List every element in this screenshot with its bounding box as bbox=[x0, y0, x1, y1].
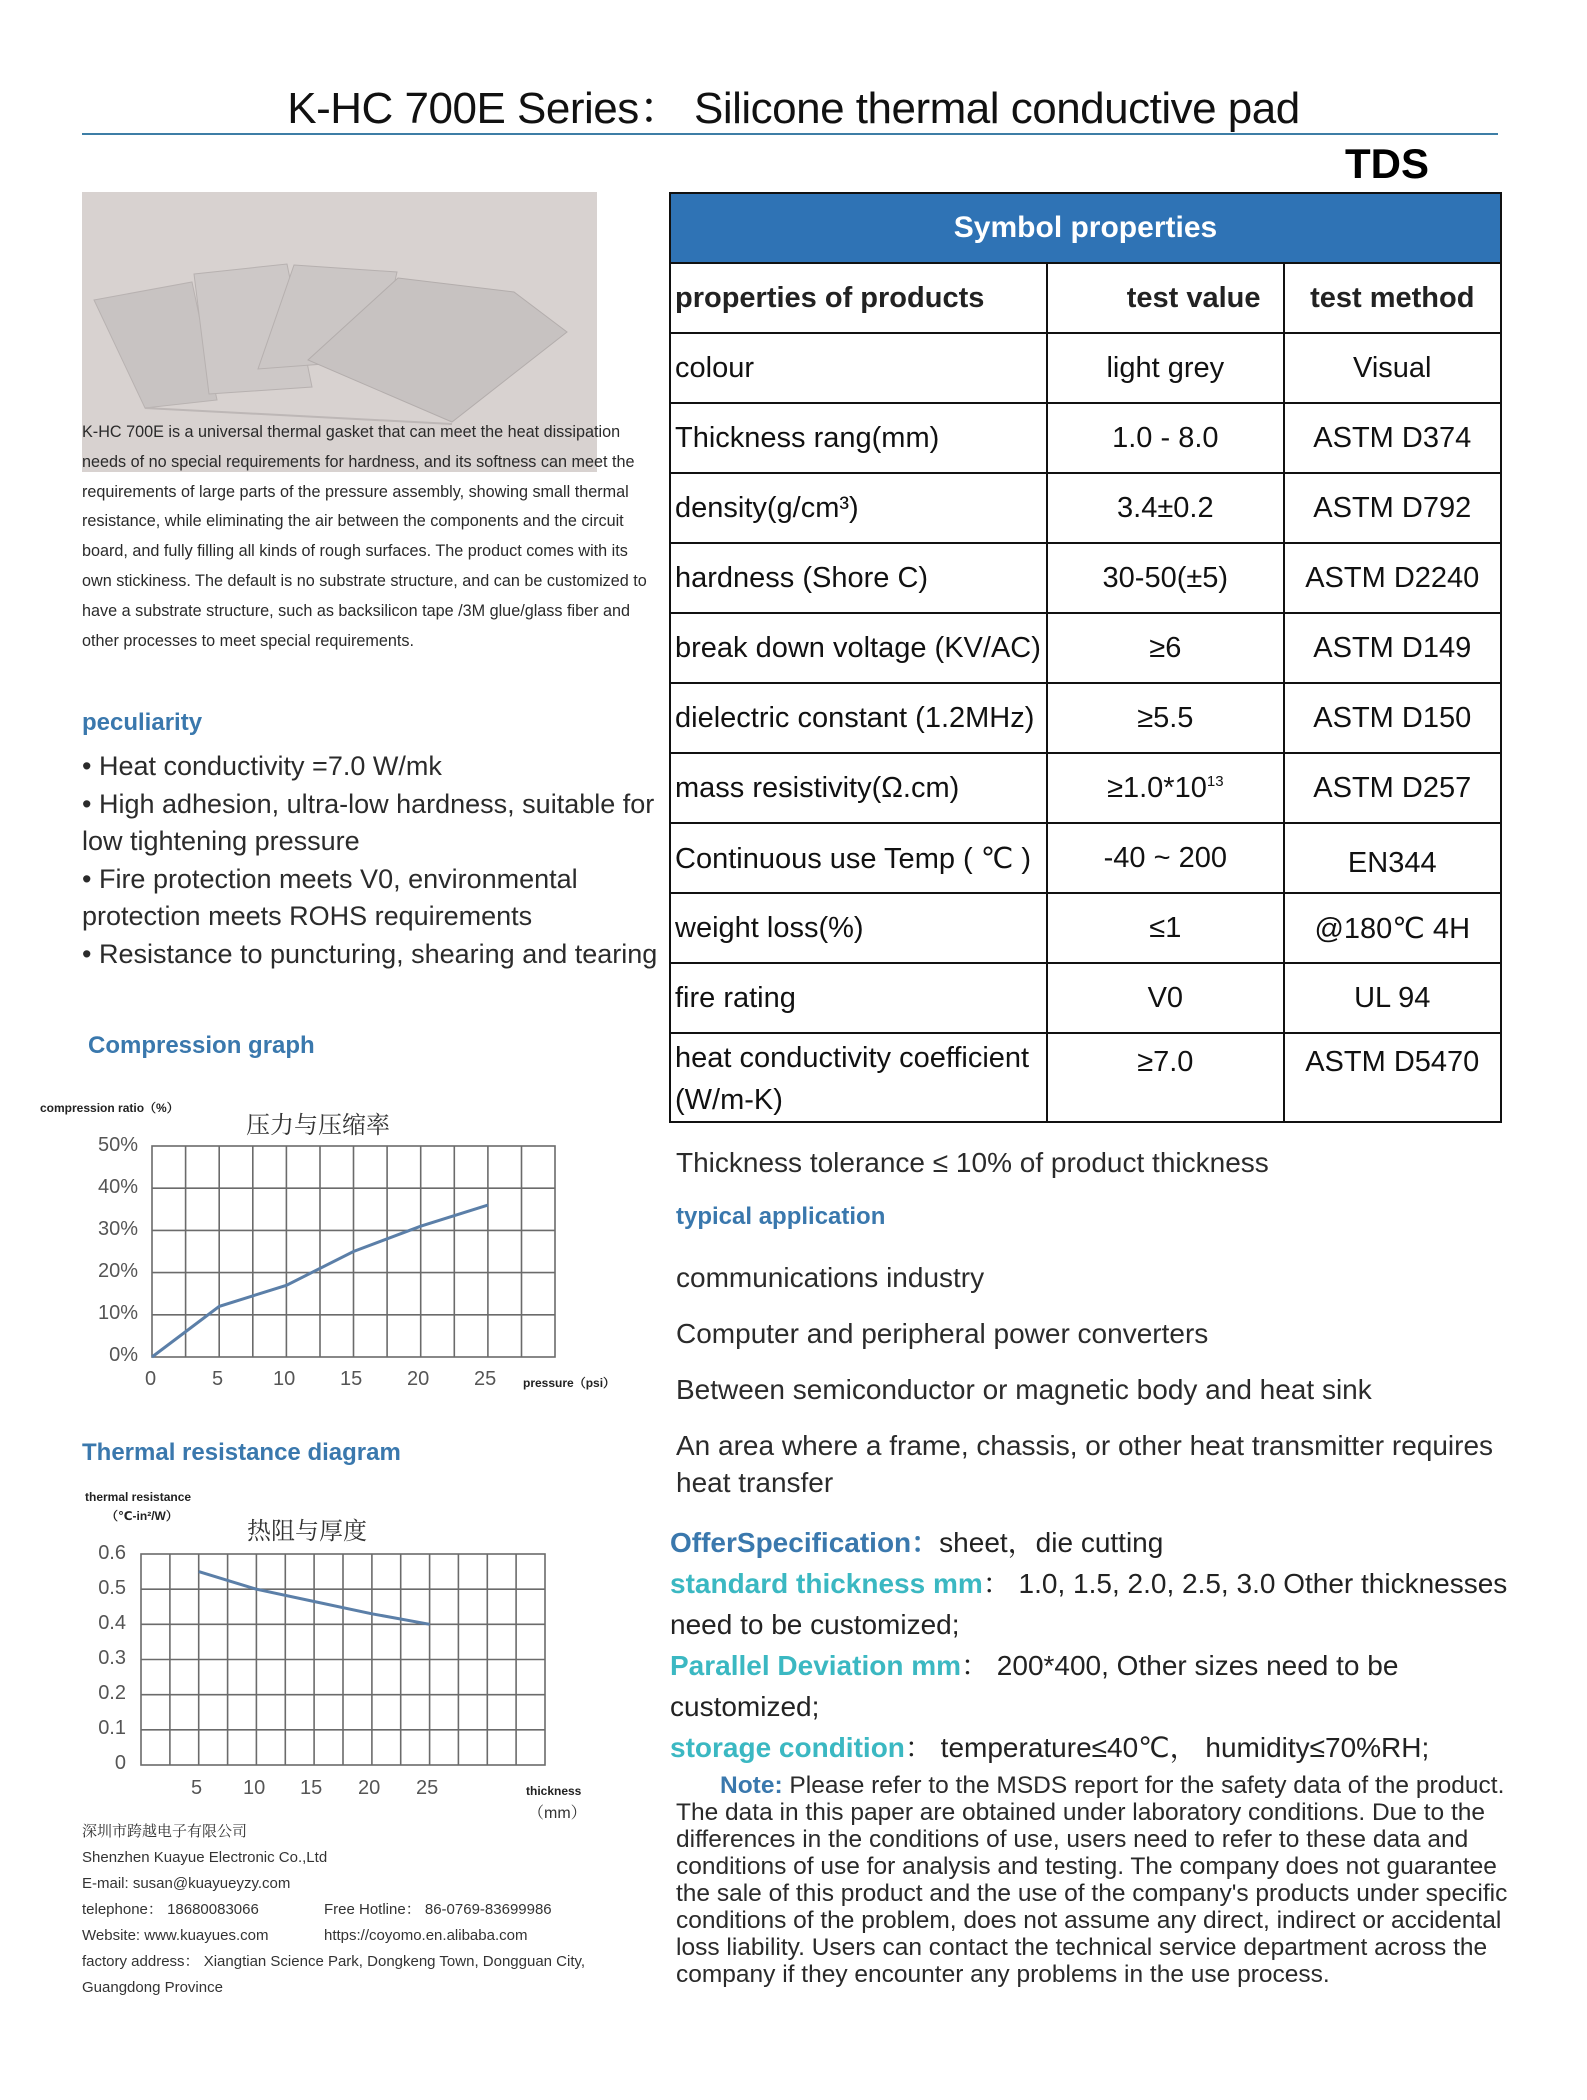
cell-method: EN344 bbox=[1284, 823, 1501, 893]
application-heading: typical application bbox=[676, 1203, 886, 1230]
table-row bbox=[670, 613, 1501, 683]
contact-email: E-mail: susan@kuayueyzy.com bbox=[82, 1875, 291, 1892]
y-tick: 30% bbox=[97, 1218, 138, 1240]
cell-property: hardness (Shore C) bbox=[670, 543, 1047, 613]
disclaimer-note bbox=[676, 1772, 1526, 1988]
compression-chart-title: 压力与压缩率 bbox=[246, 1111, 390, 1139]
cell-method: ASTM D5470 bbox=[1284, 1033, 1501, 1122]
peculiarity-item: • Resistance to puncturing, shearing and tearing bbox=[82, 938, 658, 969]
table-row bbox=[670, 403, 1501, 473]
compression-x-label: pressure（psi） bbox=[523, 1376, 616, 1390]
table-row bbox=[670, 1033, 1501, 1122]
cell-value: ≥6 bbox=[1047, 613, 1283, 683]
y-tick: 0.2 bbox=[98, 1682, 126, 1704]
thermal-x-unit: （mm） bbox=[528, 1805, 587, 1822]
cell-method: ASTM D150 bbox=[1284, 683, 1501, 753]
table-header-row bbox=[670, 263, 1501, 333]
y-tick: 20% bbox=[97, 1260, 138, 1282]
factory-address: factory address： Xiangtian Science Park, Dongkeng Town, Dongguan City, Guangdong Province bbox=[82, 1953, 586, 1996]
standard-thickness bbox=[670, 1563, 1530, 1645]
x-tick: 5 bbox=[212, 1368, 224, 1390]
y-tick: 10% bbox=[97, 1302, 138, 1324]
table-row bbox=[670, 683, 1501, 753]
cell-property: heat conductivity coefficient (W/m-K) bbox=[670, 1033, 1047, 1122]
cell-property: Continuous use Temp ( ℃ ) bbox=[670, 823, 1047, 893]
deviation-label: Parallel Deviation mm bbox=[670, 1650, 962, 1681]
application-item: Between semiconductor or magnetic body and heat sink bbox=[676, 1374, 1372, 1405]
x-tick: 20 bbox=[358, 1777, 381, 1799]
cell-method: @180℃ 4H bbox=[1284, 893, 1501, 963]
peculiarity-heading: peculiarity bbox=[82, 709, 203, 736]
cell-value-exponent: 13 bbox=[1206, 772, 1224, 790]
thickness-tolerance: Thickness tolerance ≤ 10% of product thickness bbox=[676, 1147, 1269, 1178]
thermal-y-unit: （℃-in²/W） bbox=[106, 1509, 178, 1523]
title-divider bbox=[82, 133, 1498, 135]
application-item: An area where a frame, chassis, or other heat transmitter requires heat transfer bbox=[676, 1430, 1494, 1498]
contact-alibaba: https://coyomo.en.alibaba.com bbox=[324, 1927, 528, 1944]
cell-property: break down voltage (KV/AC) bbox=[670, 613, 1047, 683]
cell-property: weight loss(%) bbox=[670, 893, 1047, 963]
cell-value: ≥7.0 bbox=[1047, 1033, 1283, 1122]
thermal-chart-title: 热阻与厚度 bbox=[247, 1517, 367, 1545]
thickness-value: ： 1.0, 1.5, 2.0, 2.5, 3.0 Other thicknesses need to be customized; bbox=[670, 1568, 1508, 1640]
y-tick: 0.6 bbox=[98, 1542, 126, 1564]
deviation-value: ： 200*400, Other sizes need to be customized; bbox=[670, 1650, 1399, 1722]
table-row bbox=[670, 963, 1501, 1033]
x-tick: 20 bbox=[407, 1368, 430, 1390]
x-tick: 5 bbox=[191, 1777, 203, 1799]
parallel-deviation bbox=[670, 1645, 1530, 1727]
x-tick: 15 bbox=[340, 1368, 363, 1390]
table-row bbox=[670, 473, 1501, 543]
x-tick: 25 bbox=[474, 1368, 497, 1390]
cell-property: density(g/cm³) bbox=[670, 473, 1047, 543]
cell-value: -40 ~ 200 bbox=[1047, 823, 1283, 893]
x-tick: 0 bbox=[145, 1368, 157, 1390]
thickness-label: standard thickness mm bbox=[670, 1568, 983, 1599]
y-tick: 50% bbox=[97, 1134, 138, 1156]
application-item: Computer and peripheral power converters bbox=[676, 1318, 1209, 1349]
offer-specification bbox=[670, 1522, 1530, 1563]
cell-method: ASTM D257 bbox=[1284, 753, 1501, 823]
storage-condition bbox=[670, 1727, 1530, 1768]
cell-method: Visual bbox=[1284, 333, 1501, 403]
col-header-property: properties of products bbox=[670, 263, 1047, 333]
product-description: K-HC 700E is a universal thermal gasket that can meet the heat dissipation needs of no special requirements for hardness, and its softness can meet the requirements of large parts of the pressure assembly, showing small thermal resistance, while eliminating the air between the components and the circuit board, and fully filling all kinds of rough surfaces. The product comes with its own stickiness. The default is no substrate structure, and can be customized to have a substrate structure, such as backsilicon tape /3M glue/glass fiber and other processes to meet special requirements. bbox=[82, 423, 647, 650]
table-band-title: Symbol properties bbox=[670, 193, 1501, 263]
cell-value: 1.0 - 8.0 bbox=[1047, 403, 1283, 473]
compression-x-ticks bbox=[140, 1368, 540, 1398]
col-header-method: test method bbox=[1284, 263, 1501, 333]
y-tick: 0.3 bbox=[98, 1647, 126, 1669]
cell-value: light grey bbox=[1047, 333, 1283, 403]
note-text: Please refer to the MSDS report for the safety data of the product. The data in this paper are obtained under laboratory conditions. Due to the differences in the conditions of use, users need to refer to these data and conditions of use for analysis and testing. The company does not guarantee the sale of this product and the use of the company's products under specific conditions of the problem, does not assume any direct, indirect or accidental loss liability. Users can contact the technical service department across the company if they encounter any problems in the use process. bbox=[676, 1772, 1508, 1988]
table-row bbox=[670, 333, 1501, 403]
thermal-heading: Thermal resistance diagram bbox=[82, 1439, 401, 1466]
cell-property: fire rating bbox=[670, 963, 1047, 1033]
thermal-x-ticks bbox=[139, 1777, 559, 1807]
peculiarity-item: • High adhesion, ultra-low hardness, suitable for low tightening pressure bbox=[82, 788, 655, 856]
cell-value bbox=[1047, 753, 1283, 823]
compression-chart bbox=[150, 1144, 558, 1360]
cell-value: 3.4±0.2 bbox=[1047, 473, 1283, 543]
specification-block bbox=[670, 1522, 1530, 1768]
cell-method: ASTM D149 bbox=[1284, 613, 1501, 683]
cell-value: ≥5.5 bbox=[1047, 683, 1283, 753]
compression-y-label: compression ratio（%） bbox=[40, 1101, 179, 1115]
cell-value: V0 bbox=[1047, 963, 1283, 1033]
y-tick: 0.1 bbox=[98, 1717, 126, 1739]
thermal-y-label: thermal resistance bbox=[85, 1490, 192, 1504]
offer-value: sheet，die cutting bbox=[939, 1527, 1164, 1558]
table-row bbox=[670, 823, 1501, 893]
y-tick: 0% bbox=[109, 1344, 138, 1366]
company-name-en: Shenzhen Kuayue Electronic Co.,Ltd bbox=[82, 1849, 328, 1866]
peculiarity-item: • Heat conductivity =7.0 W/mk bbox=[82, 751, 442, 781]
storage-label: storage condition bbox=[670, 1732, 905, 1763]
cell-value: ≤1 bbox=[1047, 893, 1283, 963]
peculiarity-item: • Fire protection meets V0, environmental protection meets ROHS requirements bbox=[82, 863, 578, 931]
y-tick: 0.4 bbox=[98, 1612, 126, 1634]
properties-table bbox=[669, 192, 1502, 1123]
contact-telephone: telephone： 18680083066 bbox=[82, 1901, 259, 1918]
note-label: Note: bbox=[720, 1772, 783, 1799]
contact-website: Website: www.kuayues.com bbox=[82, 1927, 269, 1944]
compression-heading: Compression graph bbox=[88, 1032, 315, 1059]
cell-property: mass resistivity(Ω.cm) bbox=[670, 753, 1047, 823]
peculiarity-list bbox=[82, 748, 662, 973]
cell-method: UL 94 bbox=[1284, 963, 1501, 1033]
x-tick: 10 bbox=[273, 1368, 296, 1390]
cell-value: 30-50(±5) bbox=[1047, 543, 1283, 613]
cell-method: ASTM D792 bbox=[1284, 473, 1501, 543]
thermal-x-label: thickness bbox=[526, 1784, 582, 1798]
cell-method: ASTM D374 bbox=[1284, 403, 1501, 473]
x-tick: 15 bbox=[300, 1777, 323, 1799]
table-row bbox=[670, 543, 1501, 613]
table-row bbox=[670, 753, 1501, 823]
y-tick: 40% bbox=[97, 1176, 138, 1198]
table-row bbox=[670, 893, 1501, 963]
y-tick: 0.5 bbox=[98, 1577, 126, 1599]
cell-property: colour bbox=[670, 333, 1047, 403]
x-tick: 25 bbox=[416, 1777, 439, 1799]
company-name-cn: 深圳市跨越电子有限公司 bbox=[82, 1823, 248, 1840]
thermal-resistance-chart bbox=[139, 1552, 549, 1768]
cell-value-base: ≥1.0*10 bbox=[1107, 771, 1207, 804]
storage-value: ： temperature≤40℃， humidity≤70%RH; bbox=[904, 1732, 1430, 1763]
cell-method: ASTM D2240 bbox=[1284, 543, 1501, 613]
contact-block bbox=[82, 1819, 662, 2001]
y-tick: 0 bbox=[114, 1752, 126, 1774]
tds-label: TDS bbox=[1345, 140, 1429, 187]
col-header-value: test value bbox=[1047, 263, 1283, 333]
application-list bbox=[676, 1259, 1516, 1520]
contact-hotline: Free Hotline： 86-0769-83699986 bbox=[324, 1901, 552, 1918]
offer-label: OfferSpecification： bbox=[670, 1527, 940, 1558]
page-title: K-HC 700E Series： Silicone thermal conductive pad bbox=[287, 84, 1300, 133]
cell-property: Thickness rang(mm) bbox=[670, 403, 1047, 473]
cell-property: dielectric constant (1.2MHz) bbox=[670, 683, 1047, 753]
application-item: communications industry bbox=[676, 1262, 985, 1293]
x-tick: 10 bbox=[243, 1777, 266, 1799]
